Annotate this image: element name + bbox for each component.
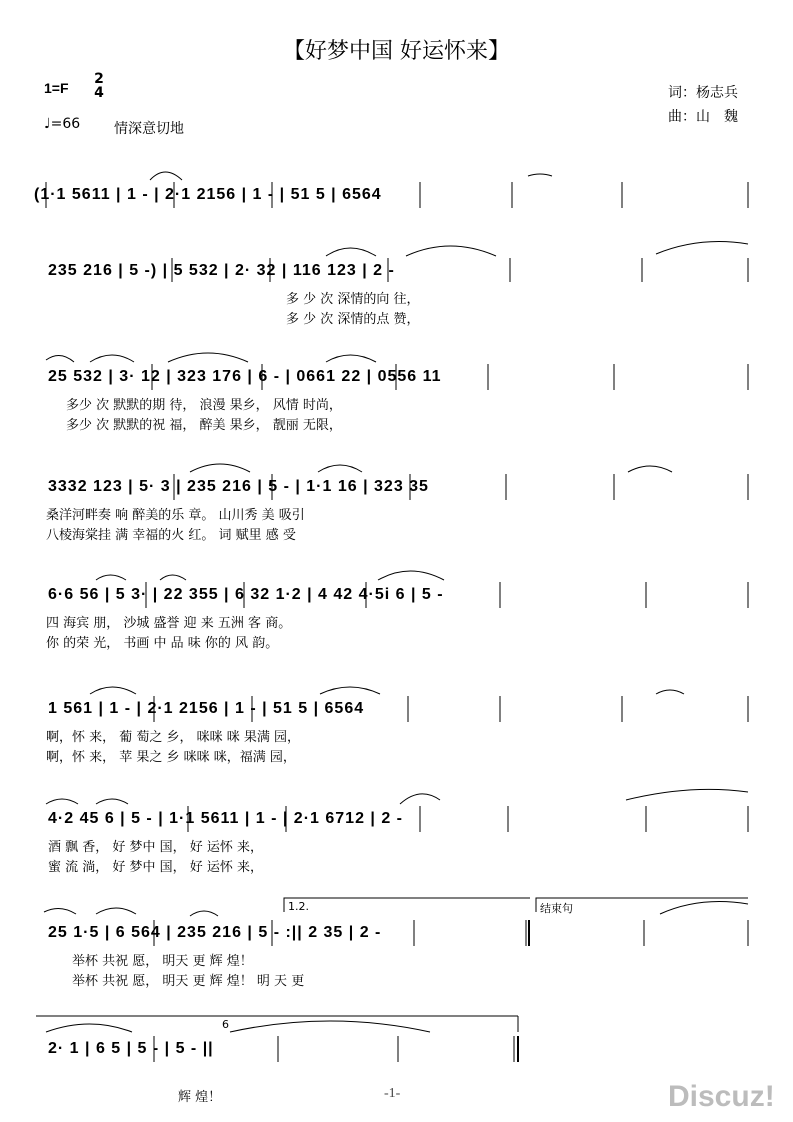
composer-credit: 曲：山 魏 <box>668 109 738 125</box>
system-4-notes: 3332 123 | 5· 3 | 235 216 | 5 - | 1·1 16 | 323 35 <box>48 478 429 495</box>
quarter-note-icon: ♩ <box>44 116 51 132</box>
lyricist-credit: 词：杨志兵 <box>668 85 738 101</box>
system-6-lyrics-verse1: 啊，怀 来， 葡 萄之 乡， 咪咪 咪 果满 园， <box>46 730 301 745</box>
system-5-lyrics-verse1: 四 海宾 朋， 沙城 盛誉 迎 来 五洲 客 商。 <box>46 616 292 631</box>
system-6-notes: 1 561 | 1 - | 2·1 2156 | 1 - | 51 5 | 6564 <box>48 700 365 717</box>
system-2-notes: 235 216 | 5 -) | 5 532 | 2· 32 | 116 123 | 2 - <box>48 262 395 279</box>
system-5-lyrics-verse2: 你 的荣 光， 书画 中 品 味 你的 风 韵。 <box>46 636 279 651</box>
system-8-lyrics-verse2: 举杯 共祝 愿， 明天 更 辉 煌！ 明 天 更 <box>72 974 305 989</box>
system-6-lyrics-verse2: 啊，怀 来， 苹 果之 乡 咪咪 咪，福满 园， <box>46 750 296 765</box>
system-3-notes: 25 532 | 3· 12 | 323 176 | 6 - | 0661 22 | 0556 11 <box>48 368 442 385</box>
system-1-notes: (1·1 5611 | 1 - | 2·1 2156 | 1 - | 51 5 | 6564 <box>34 186 382 203</box>
tempo-marking: ♩=66 <box>44 116 81 132</box>
system-4-lyrics-verse2: 八棱海棠挂 满 幸福的火 红。 词 赋里 感 受 <box>46 528 296 543</box>
system-2-lyrics-verse1: 多 少 次 深情的向 往， <box>286 292 420 307</box>
system-5-notes: 6·6 56 | 5 3· | 22 355 | 6 32 1·2 | 4 42 4·5i 6 | 5 - <box>48 586 444 603</box>
system-7-lyrics-verse1: 酒 飘 香， 好 梦中 国， 好 运怀 来， <box>48 840 264 855</box>
system-3-lyrics-verse2: 多少 次 默默的祝 福， 醉美 果乡， 靓丽 无限， <box>66 418 342 433</box>
key-signature: 1=F <box>44 80 69 96</box>
system-3-lyrics-verse1: 多少 次 默默的期 待， 浪漫 果乡， 风情 时尚， <box>66 398 342 413</box>
system-7-notes: 4·2 45 6 | 5 - | 1·1 5611 | 1 - | 2·1 6712 | 2 - <box>48 810 404 827</box>
watermark-logo: Discuz! <box>668 1080 775 1113</box>
time-signature-top: 2 <box>94 71 104 87</box>
system-4-lyrics-verse1: 桑洋河畔奏 响 醉美的乐 章。 山川秀 美 吸引 <box>46 508 305 523</box>
ending-label: 结束句 <box>540 902 573 915</box>
expression-marking: 情深意切地 <box>114 121 184 137</box>
system-7-lyrics-verse2: 蜜 流 淌， 好 梦中 国， 好 运怀 来， <box>48 860 264 875</box>
system-2-lyrics-verse2: 多 少 次 深情的点 赞， <box>286 312 420 327</box>
system-9-notes: 2· 1 | 6 5 | 5 - | 5 - || <box>48 1040 214 1057</box>
system-8-lyrics-verse1: 举杯 共祝 愿， 明天 更 辉 煌！ <box>72 954 253 969</box>
system-8-notes: 25 1·5 | 6 564 | 235 216 | 5 - :|| 2 35 | 2 - <box>48 924 382 941</box>
page-number: -1- <box>384 1086 401 1101</box>
grace-note: 6 <box>222 1018 229 1031</box>
volta-bracket-label: 1.2. <box>288 900 309 913</box>
song-title: 【好梦中国 好运怀来】 <box>283 39 510 64</box>
time-signature-bottom: 4 <box>94 85 104 101</box>
system-9-lyrics-verse1: 辉 煌！ <box>178 1090 222 1105</box>
